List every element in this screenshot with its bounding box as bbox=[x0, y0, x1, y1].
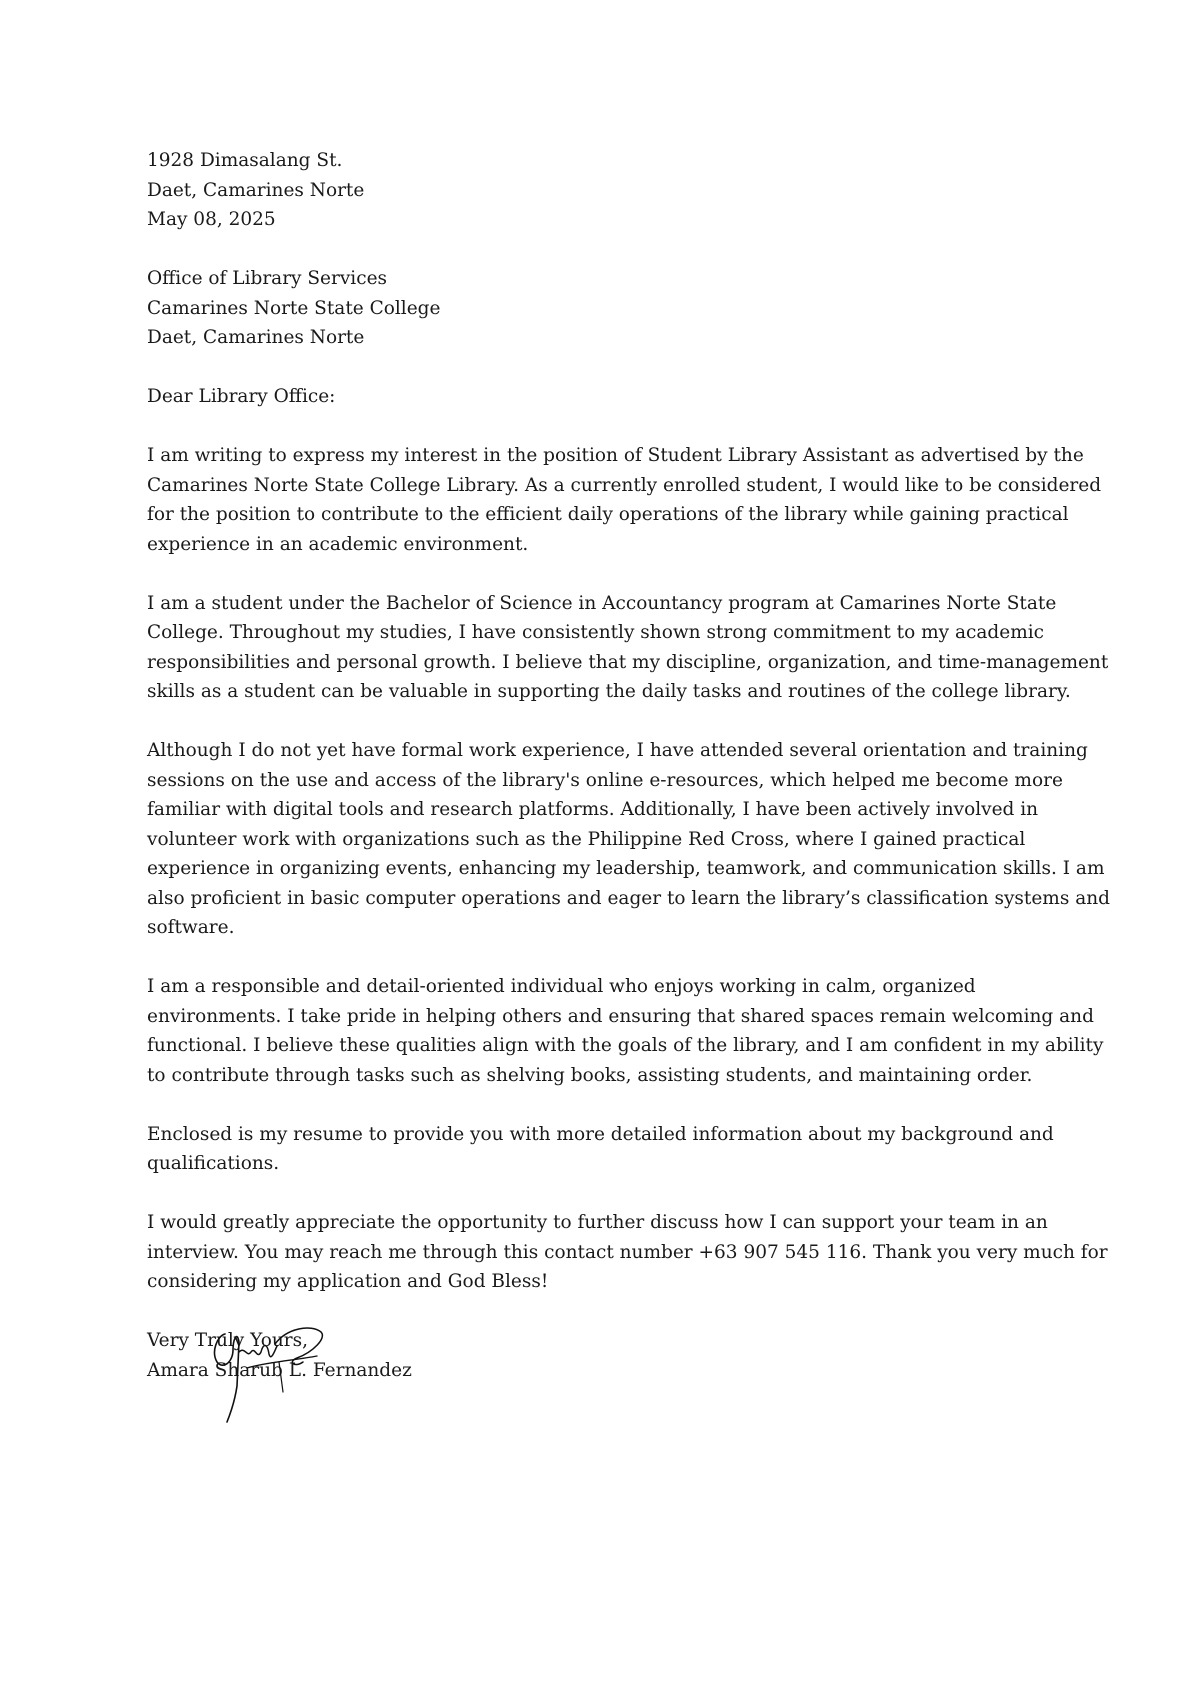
paragraph-line: skills as a student can be valuable in supporting the daily tasks and routines of the college library. bbox=[147, 681, 1071, 702]
paragraph-line: Although I do not yet have formal work experience, I have attended several orientation and training bbox=[147, 740, 1088, 761]
paragraph-line: to contribute through tasks such as shelving books, assisting students, and maintaining order. bbox=[147, 1064, 1033, 1086]
paragraph-line: qualifications. bbox=[147, 1153, 280, 1174]
paragraph-line: Enclosed is my resume to provide you with more detailed information about my background and bbox=[147, 1123, 1054, 1145]
paragraph-line: I am writing to express my interest in the position of Student Library Assistant as advertised by the bbox=[147, 445, 1084, 466]
letter-date: May 08, 2025 bbox=[147, 209, 276, 230]
paragraph-line: Camarines Norte State College Library. As a currently enrolled student, I would like to be considered bbox=[147, 474, 1102, 496]
paragraph-contact bbox=[147, 1208, 1108, 1297]
recipient-office: Office of Library Services bbox=[147, 268, 388, 289]
paragraph-line: I am a responsible and detail-oriented individual who enjoys working in calm, organized bbox=[147, 976, 976, 997]
sender-city: Daet, Camarines Norte bbox=[147, 179, 365, 201]
paragraph-experience bbox=[147, 736, 1110, 943]
paragraph-line: interview. You may reach me through this contact number +63 907 545 116. Thank you very much for bbox=[147, 1241, 1108, 1263]
paragraph-line: volunteer work with organizations such as the Philippine Red Cross, where I gained practical bbox=[147, 828, 1026, 850]
paragraph-line: considering my application and God Bless! bbox=[147, 1271, 549, 1292]
paragraph-line: sessions on the use and access of the library's online e-resources, which helped me become more bbox=[147, 769, 1063, 791]
salutation bbox=[147, 382, 1067, 412]
closing-text: Very Truly Yours, bbox=[147, 1330, 309, 1351]
recipient-city: Daet, Camarines Norte bbox=[147, 327, 365, 348]
paragraph-line: also proficient in basic computer operations and eager to learn the library’s classification systems and bbox=[147, 887, 1110, 909]
paragraph-line: I am a student under the Bachelor of Science in Accountancy program at Camarines Norte State bbox=[147, 592, 1057, 614]
paragraph-line: experience in an academic environment. bbox=[147, 533, 529, 555]
closing-block bbox=[147, 1326, 1067, 1385]
paragraph-education bbox=[147, 589, 1109, 707]
signer-name: Amara Sharub L. Fernandez bbox=[147, 1359, 412, 1381]
salutation-text: Dear Library Office: bbox=[147, 386, 336, 407]
paragraph-qualities bbox=[147, 972, 1104, 1090]
recipient-institution: Camarines Norte State College bbox=[147, 297, 441, 319]
paragraph-line: environments. I take pride in helping others and ensuring that shared spaces remain welcoming and bbox=[147, 1005, 1094, 1027]
sender-street: 1928 Dimasalang St. bbox=[147, 150, 343, 171]
paragraph-line: for the position to contribute to the efficient daily operations of the library while gaining practical bbox=[147, 504, 1069, 525]
cover-letter bbox=[147, 146, 1110, 1385]
signature-line bbox=[147, 1356, 1067, 1386]
paragraph-line: functional. I believe these qualities align with the goals of the library, and I am confident in my ability bbox=[147, 1035, 1104, 1056]
paragraph-line: experience in organizing events, enhancing my leadership, teamwork, and communication skills. I am bbox=[147, 858, 1105, 879]
paragraph-enclosure bbox=[147, 1120, 1067, 1179]
paragraph-line: responsibilities and personal growth. I believe that my discipline, organization, and time-management bbox=[147, 651, 1109, 673]
paragraph-line: software. bbox=[147, 917, 235, 938]
paragraph-line: familiar with digital tools and research platforms. Additionally, I have been actively involved in bbox=[147, 799, 1039, 820]
sender-address bbox=[147, 146, 1067, 235]
paragraph-line: College. Throughout my studies, I have consistently shown strong commitment to my academic bbox=[147, 622, 1045, 643]
paragraph-line: I would greatly appreciate the opportunity to further discuss how I can support your team in an bbox=[147, 1212, 1048, 1233]
recipient-address bbox=[147, 264, 1067, 353]
paragraph-interest bbox=[147, 441, 1102, 559]
